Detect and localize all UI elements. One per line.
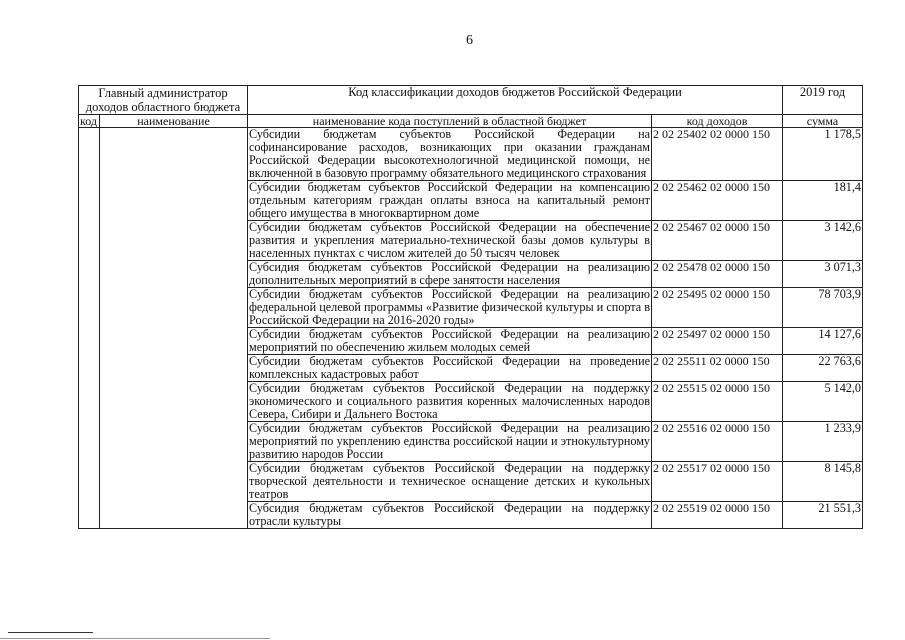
- header-classification-group: Код классификации доходов бюджетов Российской Федерации: [248, 86, 783, 115]
- footnote-divider: [8, 632, 93, 633]
- income-code-cell: 2 02 25478 02 0000 150: [652, 261, 783, 288]
- income-name-cell: Субсидии бюджетам субъектов Российской Федерации на реализацию федеральной целевой программы «Развитие физической культуры и спорта в Российской Федерации на 2016-2020 годы»: [249, 287, 651, 327]
- header-col-income-name: наименование кода поступлений в областной бюджет: [248, 115, 652, 128]
- income-code-cell: 2 02 25516 02 0000 150: [652, 422, 783, 462]
- income-name-cell: Субсидии бюджетам субъектов Российской Федерации на проведение комплексных кадастровых работ: [249, 354, 651, 381]
- page-number: 6: [466, 33, 473, 48]
- income-name-cell: Субсидия бюджетам субъектов Российской Федерации на поддержку отрасли культуры: [249, 501, 651, 528]
- table-row: [79, 128, 863, 181]
- income-code-cell: 2 02 25519 02 0000 150: [652, 502, 783, 529]
- sum-cell: 21 551,3: [783, 502, 863, 529]
- header-row-group: [79, 86, 863, 115]
- header-row-columns: [79, 115, 863, 128]
- sum-cell: 22 763,6: [783, 355, 863, 382]
- income-name-cell: Субсидии бюджетам субъектов Российской Федерации на поддержку творческой деятельности и техническое оснащение детских и кукольных театров: [249, 461, 651, 501]
- income-code-cell: 2 02 25515 02 0000 150: [652, 382, 783, 422]
- income-name-cell: Субсидии бюджетам субъектов Российской Федерации на реализацию мероприятий по обеспечению жильем молодых семей: [249, 327, 651, 354]
- income-code-cell: 2 02 25402 02 0000 150: [652, 128, 783, 181]
- admin-name-cell: [100, 128, 248, 529]
- income-name-cell: Субсидии бюджетам субъектов Российской Федерации на реализацию мероприятий по укреплению единства российской нации и этнокультурному развитию народов России: [249, 421, 651, 461]
- header-col-name: наименование: [100, 115, 248, 128]
- sum-cell: 5 142,0: [783, 382, 863, 422]
- income-code-cell: 2 02 25495 02 0000 150: [652, 288, 783, 328]
- income-name-cell: Субсидии бюджетам субъектов Российской Федерации на поддержку экономического и социального развития коренных малочисленных народов Севера, Сибири и Дальнего Востока: [249, 381, 651, 421]
- header-col-code: код: [79, 115, 100, 128]
- income-code-cell: 2 02 25467 02 0000 150: [652, 221, 783, 261]
- sum-cell: 14 127,6: [783, 328, 863, 355]
- sum-cell: 181,4: [783, 181, 863, 221]
- income-code-cell: 2 02 25517 02 0000 150: [652, 462, 783, 502]
- income-name-cell: Субсидии бюджетам субъектов Российской Федерации на софинансирование расходов, возникающих при оказании гражданам Российской Федерации высокотехнологичной медицинской помощи, не включенной в базовую программу обязательного медицинского страхования: [249, 127, 651, 180]
- header-year-group: 2019 год: [783, 86, 863, 115]
- header-col-income-code: код доходов: [652, 115, 783, 128]
- income-code-cell: 2 02 25462 02 0000 150: [652, 181, 783, 221]
- admin-code-cell: [79, 128, 100, 529]
- income-code-cell: 2 02 25497 02 0000 150: [652, 328, 783, 355]
- income-name-cell: Субсидия бюджетам субъектов Российской Федерации на реализацию дополнительных мероприятий в сфере занятости населения: [249, 260, 651, 287]
- income-name-cell: Субсидии бюджетам субъектов Российской Федерации на компенсацию отдельным категориям граждан оплаты взноса на капитальный ремонт общего имущества в многоквартирном доме: [249, 180, 651, 220]
- sum-cell: 1 233,9: [783, 422, 863, 462]
- sum-cell: 8 145,8: [783, 462, 863, 502]
- sum-cell: 3 071,3: [783, 261, 863, 288]
- sum-cell: 1 178,5: [783, 128, 863, 181]
- sum-cell: 78 703,9: [783, 288, 863, 328]
- income-name-cell: Субсидии бюджетам субъектов Российской Федерации на обеспечение развития и укрепления материально-технической базы домов культуры в населенных пунктах с числом жителей до 50 тысяч человек: [249, 220, 651, 260]
- header-admin-group: Главный администратор доходов областного бюджета: [79, 86, 248, 115]
- sum-cell: 3 142,6: [783, 221, 863, 261]
- scan-edge-line: [0, 638, 270, 639]
- income-code-cell: 2 02 25511 02 0000 150: [652, 355, 783, 382]
- header-col-sum: сумма: [783, 115, 863, 128]
- revenue-table: [78, 85, 863, 529]
